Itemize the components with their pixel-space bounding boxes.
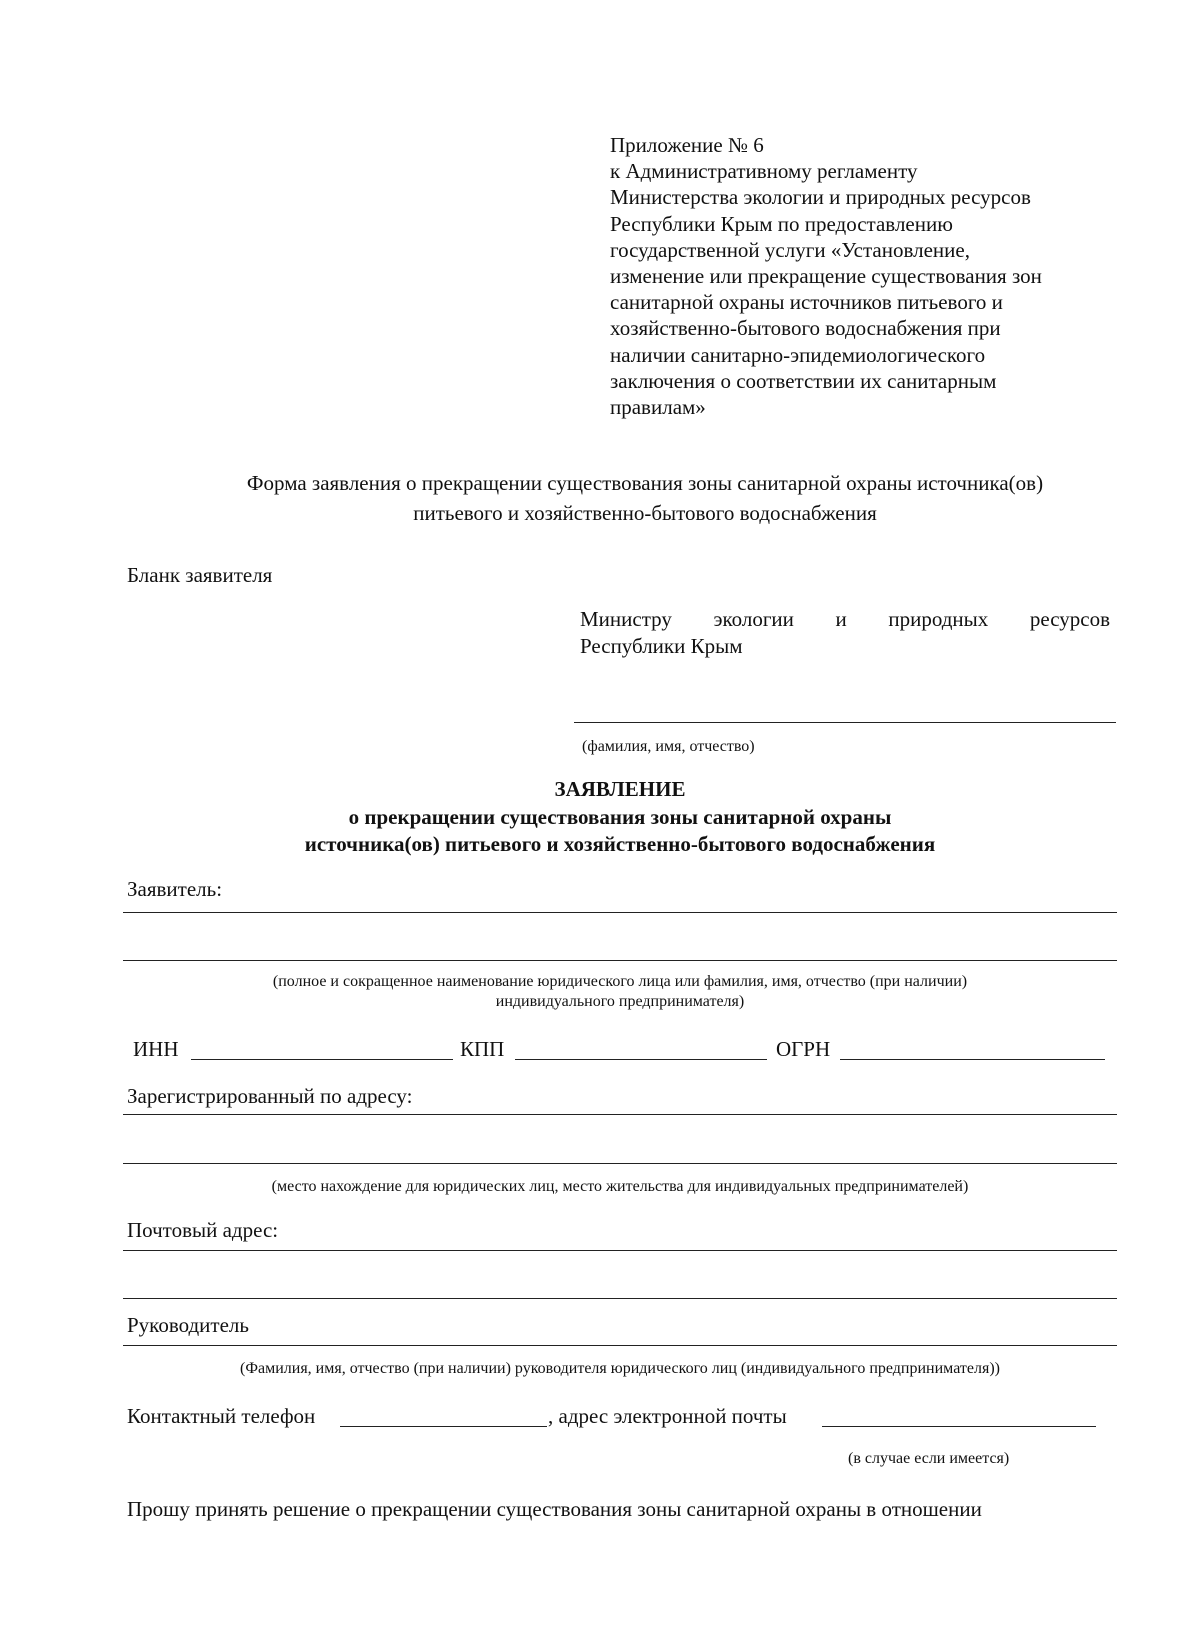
form-title-line1: Форма заявления о прекращении существования зоны санитарной охраны источника(ов) — [246, 471, 1044, 495]
addressee-fio-caption: (фамилия, имя, отчество) — [582, 738, 755, 755]
applicant-field-line1[interactable] — [123, 912, 1117, 913]
kpp-field[interactable] — [515, 1059, 767, 1060]
addressee-word: экологии — [713, 607, 794, 631]
registered-caption: (место нахождение для юридических лиц, место жительства для индивидуальных предпринимателей) — [271, 1178, 969, 1195]
phone-field[interactable] — [340, 1426, 547, 1427]
applicant-label: Заявитель: — [127, 877, 223, 901]
appendix-line: хозяйственно-бытового водоснабжения при — [610, 316, 1001, 341]
appendix-line: правилам» — [610, 395, 706, 420]
appendix-line: Приложение № 6 — [610, 133, 764, 157]
appendix-line: изменение или прекращение существования зон — [610, 264, 1042, 289]
applicant-blank-label: Бланк заявителя — [127, 563, 273, 587]
postal-field-line2[interactable] — [123, 1298, 1117, 1299]
registered-field-line1[interactable] — [123, 1114, 1117, 1115]
appendix-line: наличии санитарно-эпидемиологического — [610, 342, 986, 367]
form-title-line2: питьевого и хозяйственно-бытового водоснабжения — [413, 501, 877, 525]
appendix-line: Республики Крым по предоставлению — [610, 211, 953, 236]
postal-field-line1[interactable] — [123, 1250, 1117, 1251]
inn-field[interactable] — [191, 1059, 453, 1060]
ogrn-field[interactable] — [840, 1059, 1105, 1060]
addressee-line2: Республики Крым — [580, 634, 743, 658]
registered-label: Зарегистрированный по адресу: — [127, 1084, 413, 1108]
registered-field-line2[interactable] — [123, 1163, 1117, 1164]
head-label: Руководитель — [127, 1313, 249, 1337]
appendix-line: к Административному регламенту — [610, 159, 918, 184]
addressee-line1 — [580, 606, 1110, 632]
applicant-caption-line2: индивидуального предпринимателя) — [495, 993, 745, 1010]
addressee-word: ресурсов — [1029, 607, 1110, 631]
applicant-caption — [0, 972, 1200, 1012]
addressee-word: и — [835, 607, 847, 631]
appendix-line: санитарной охраны источников питьевого и — [610, 290, 1003, 315]
email-field[interactable] — [822, 1426, 1096, 1427]
statement-subtitle2: источника(ов) питьевого и хозяйственно-бытового водоснабжения — [304, 832, 936, 856]
head-field-line[interactable] — [123, 1345, 1117, 1346]
statement-title: ЗАЯВЛЕНИЕ — [554, 777, 686, 801]
statement-subtitle1: о прекращении существования зоны санитарной охраны — [348, 805, 892, 829]
appendix-block — [610, 132, 1042, 420]
addressee-word: природных — [888, 607, 989, 631]
request-text: Прошу принять решение о прекращении существования зоны санитарной охраны в отношении — [127, 1497, 982, 1521]
email-caption: (в случае если имеется) — [848, 1450, 1010, 1467]
applicant-field-line2[interactable] — [123, 960, 1117, 961]
email-label: , адрес электронной почты — [548, 1404, 787, 1428]
appendix-line: заключения о соответствии их санитарным — [610, 368, 997, 393]
appendix-line: Министерства экологии и природных ресурсов — [610, 185, 1031, 210]
ogrn-label: ОГРН — [776, 1037, 831, 1061]
addressee-word: Министру — [580, 607, 672, 631]
addressee-fio-line[interactable] — [574, 722, 1116, 723]
inn-label: ИНН — [133, 1037, 179, 1061]
postal-label: Почтовый адрес: — [127, 1218, 279, 1242]
phone-label: Контактный телефон — [127, 1404, 316, 1428]
applicant-caption-line1: (полное и сокращенное наименование юридического лица или фамилия, имя, отчество (при наличии) — [272, 973, 968, 990]
head-caption: (Фамилия, имя, отчество (при наличии) руководителя юридического лиц (индивидуального предпринимателя)) — [240, 1360, 1000, 1377]
appendix-line: государственной услуги «Установление, — [610, 237, 970, 262]
form-title — [0, 470, 1200, 526]
kpp-label: КПП — [460, 1037, 505, 1061]
